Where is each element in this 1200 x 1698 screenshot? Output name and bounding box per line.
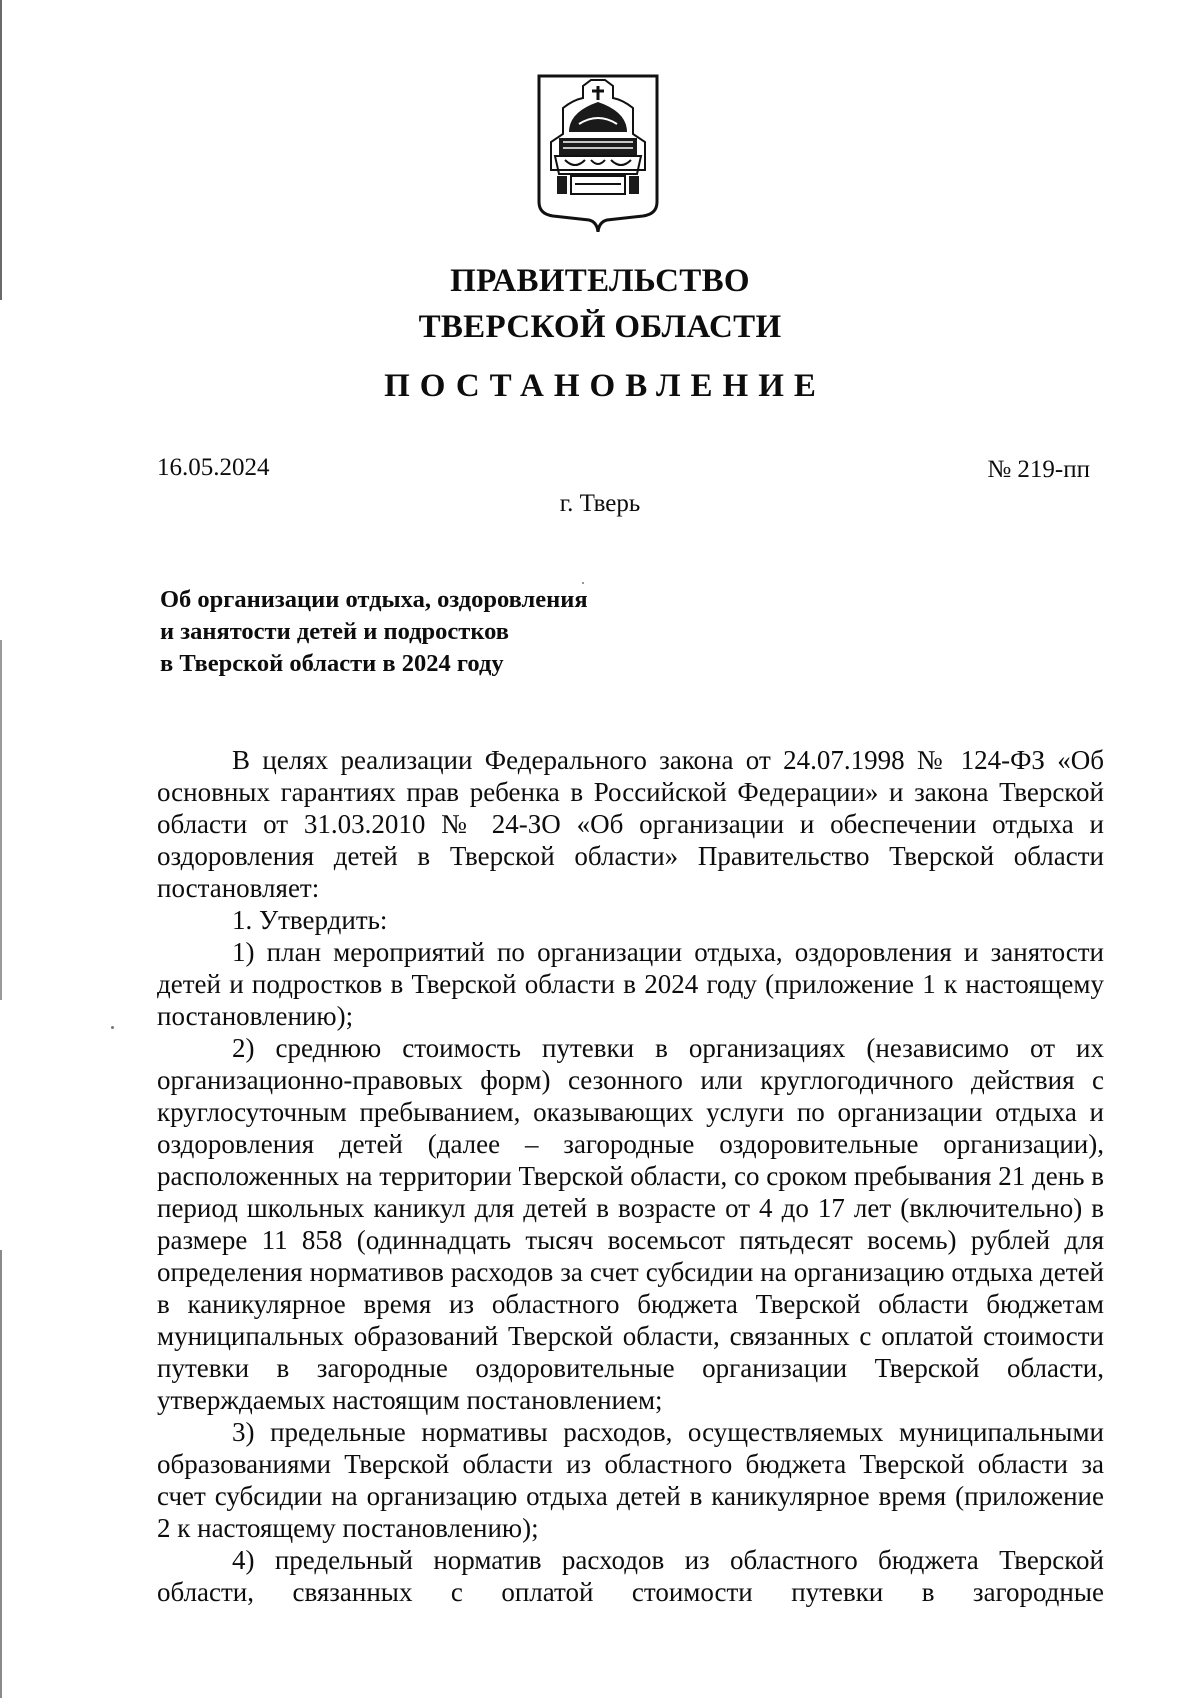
coat-of-arms-emblem-icon: [535, 72, 661, 232]
document-number: № 219-пп: [987, 456, 1090, 483]
scan-edge-middle: [0, 640, 2, 1000]
item-1-4-paragraph: 4) предельный норматив расходов из областного бюджета Тверской области, связанных с оплатой стоимости путевки в загородные: [157, 1545, 1104, 1607]
document-subject: [160, 584, 588, 680]
preamble-paragraph: В целях реализации Федерального закона от 24.07.1998 № 124-ФЗ «Об основных гарантиях прав ребенка в Российской Федерации» и закона Тверской области от 31.03.2010 № 24-ЗО «Об организации и обеспечении отдыха и оздоровления детей в Тверской области» Правительство Тверской области постановляет:: [157, 745, 1104, 903]
organization-title: [0, 258, 1200, 350]
document-subject-line3: в Тверской области в 2024 году: [160, 650, 504, 677]
scan-edge-bottom: [0, 1250, 2, 1698]
scan-speck: [582, 582, 584, 584]
document-city: г. Тверь: [559, 490, 641, 517]
document-date: 16.05.2024: [157, 454, 270, 481]
item-1-3-paragraph: 3) предельные нормативы расходов, осуществляемых муниципальными образованиями Тверской области из областного бюджета Тверской области за счет субсидии на организацию отдыха детей в каникулярное время (приложение 2 к настоящему постановлению);: [157, 1417, 1104, 1543]
item-1-2-paragraph: 2) среднюю стоимость путевки в организациях (независимо от их организационно-правовых форм) сезонного или круглогодичного действия с круглосуточным пребыванием, оказывающих услуги по организации отдыха и оздоровления детей (далее – загородные оздоровительные организации), расположенных на территории Тверской области, со сроком пребывания 21 день в период школьных каникул для детей в возрасте от 4 до 17 лет (включительно) в размере 11 858 (одиннадцать тысяч восемьсот пятьдесят восемь) рублей для определения нормативов расходов за счет субсидии на организацию отдыха детей в каникулярное время из областного бюджета Тверской области бюджетам муниципальных образований Тверской области, связанных с оплатой стоимости путевки в загородные оздоровительные организации Тверской области, утверждаемых настоящим постановлением;: [157, 1033, 1104, 1415]
item-1-1-paragraph: 1) план мероприятий по организации отдыха, оздоровления и занятости детей и подростков в Тверской области в 2024 году (приложение 1 к настоящему постановлению);: [157, 937, 1104, 1031]
document-type: ПОСТАНОВЛЕНИЕ: [384, 368, 826, 404]
organization-title-line1: ПРАВИТЕЛЬСТВО: [450, 263, 750, 299]
document-subject-line2: и занятости детей и подростков: [160, 618, 509, 645]
organization-title-line2: ТВЕРСКОЙ ОБЛАСТИ: [418, 309, 782, 345]
document-body: [157, 744, 1104, 1608]
item-1-paragraph: 1. Утвердить:: [232, 905, 388, 935]
scan-speck: [111, 1026, 114, 1029]
scan-edge-top: [0, 0, 2, 300]
document-subject-line1: Об организации отдыха, оздоровления: [160, 586, 588, 613]
